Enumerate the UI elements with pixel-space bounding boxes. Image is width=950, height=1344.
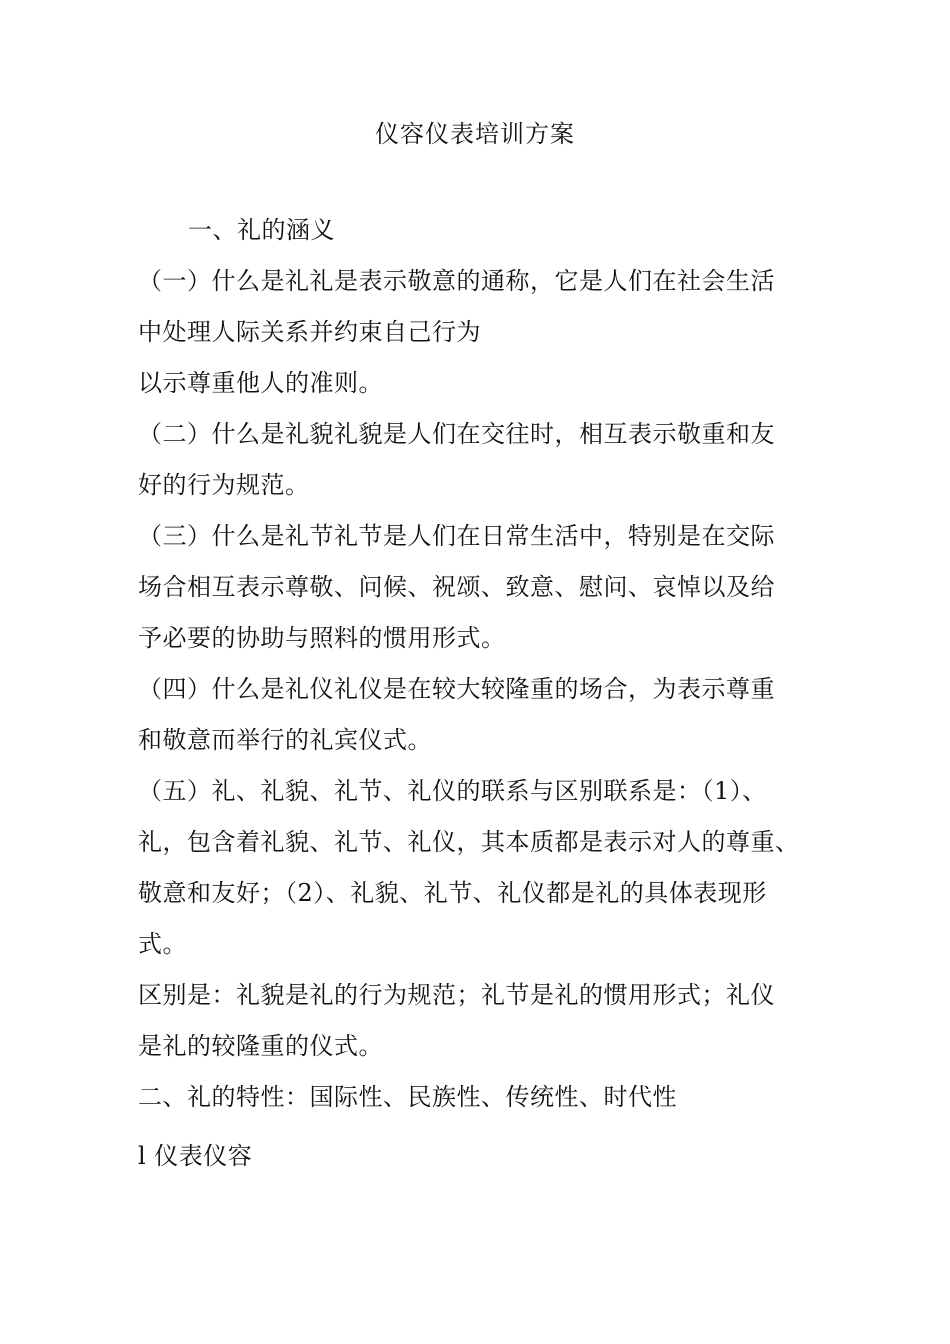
document-body — [138, 205, 818, 1182]
section-heading-1: 一、礼的涵义 — [188, 216, 335, 244]
paragraph-line: 好的行为规范。 — [138, 471, 310, 499]
paragraph-line: （四）什么是礼仪礼仪是在较大较隆重的场合，为表示尊重 — [138, 675, 775, 703]
section-heading-2: 二、礼的特性：国际性、民族性、传统性、时代性 — [138, 1083, 677, 1111]
paragraph-line: 中处理人际关系并约束自己行为 — [138, 318, 481, 346]
bullet-heading: l 仪表仪容 — [138, 1142, 253, 1170]
paragraph-line: 和敬意而举行的礼宾仪式。 — [138, 726, 432, 754]
paragraph-line: 以示尊重他人的准则。 — [138, 369, 383, 397]
paragraph-line: 区别是：礼貌是礼的行为规范；礼节是礼的惯用形式；礼仪 — [138, 981, 775, 1009]
paragraph-line: （二）什么是礼貌礼貌是人们在交往时，相互表示敬重和友 — [138, 420, 775, 448]
paragraph-line: 礼，包含着礼貌、礼节、礼仪，其本质都是表示对人的尊重、 — [138, 828, 800, 856]
paragraph-line: 场合相互表示尊敬、问候、祝颂、致意、慰问、哀悼以及给 — [138, 573, 775, 601]
paragraph-line: 敬意和友好；（2）、礼貌、礼节、礼仪都是礼的具体表现形 — [138, 879, 767, 907]
paragraph-line: （三）什么是礼节礼节是人们在日常生活中，特别是在交际 — [138, 522, 775, 550]
document-title: 仪容仪表培训方案 — [375, 120, 575, 148]
paragraph-line: 予必要的协助与照料的惯用形式。 — [138, 624, 506, 652]
paragraph-line: 式。 — [138, 930, 187, 958]
paragraph-line: 是礼的较隆重的仪式。 — [138, 1032, 383, 1060]
paragraph-line: （五）礼、礼貌、礼节、礼仪的联系与区别联系是：（1）、 — [138, 777, 767, 805]
paragraph-line: （一）什么是礼礼是表示敬意的通称，它是人们在社会生活 — [138, 267, 775, 295]
